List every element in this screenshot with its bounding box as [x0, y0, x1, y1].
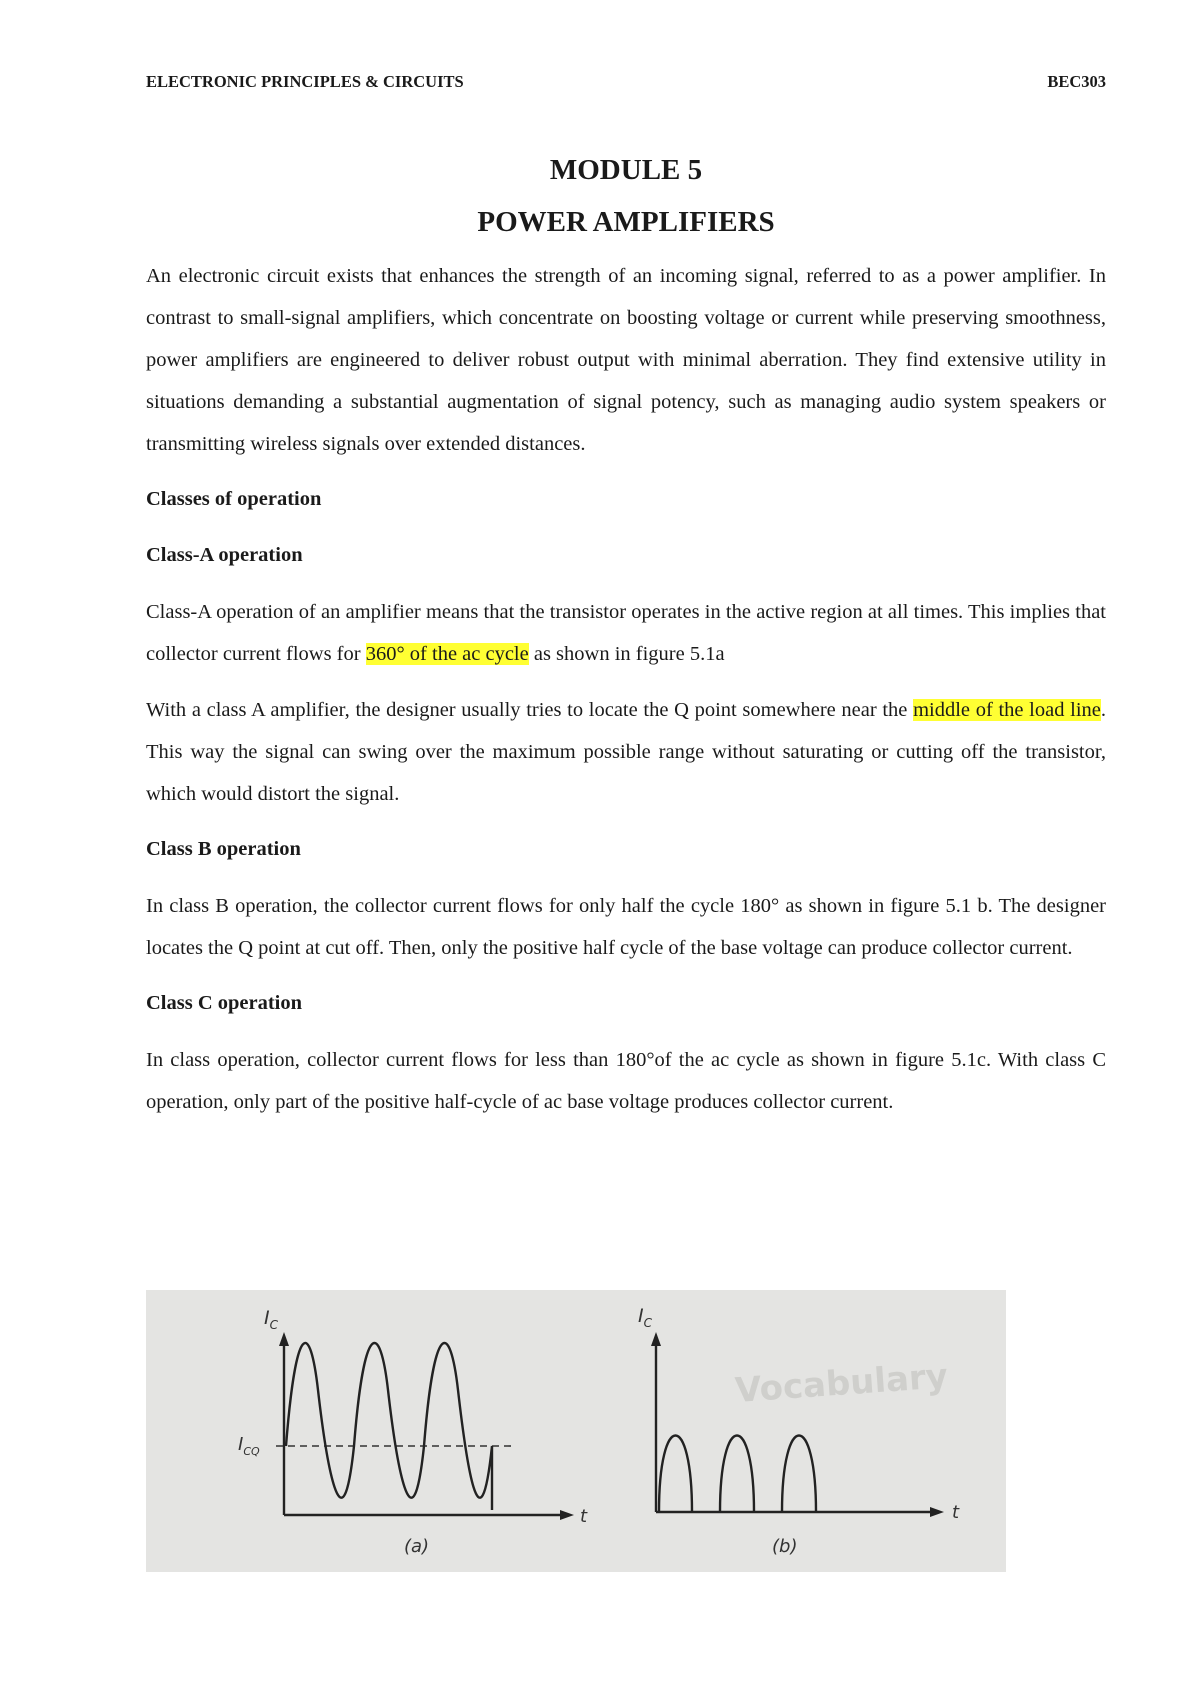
figure-a-x-arrow	[560, 1510, 574, 1520]
figure-b-pulse-3	[782, 1436, 816, 1513]
figure-a-icq-label: $I_{CQ}$	[238, 1434, 260, 1458]
figure-a-x-label: t	[580, 1506, 588, 1527]
figure-b-x-arrow	[930, 1507, 944, 1517]
figure-a	[238, 1307, 588, 1557]
figure-b-y-label: $I_C$	[638, 1305, 652, 1330]
figure-a-caption: (a)	[404, 1536, 430, 1557]
figure-b-y-arrow	[651, 1332, 661, 1346]
intro-paragraph: An electronic circuit exists that enhances the strength of an incoming signal, referred to as a power amplifier. In contrast to small-signal amplifiers, which concentrate on boosting voltage or current while preserving smoothness, power amplifiers are engineered to deliver robust output with minimal aberration. They find extensive utility in situations demanding a substantial augmentation of signal potency, such as managing audio system speakers or transmitting wireless signals over extended distances.	[146, 265, 1106, 455]
main-content	[146, 145, 1106, 1137]
header-course-code: BEC303	[1047, 72, 1106, 91]
figure-5-1-photo	[146, 1290, 1006, 1572]
class-a-heading: Class-A operation	[146, 544, 303, 566]
figure-b-caption: (b)	[772, 1536, 798, 1557]
class-a-highlight-1: 360° of the ac cycle	[365, 643, 529, 665]
class-a-text-2a: With a class A amplifier, the designer usually tries to locate the Q point somewhere near the	[146, 699, 914, 721]
class-b-heading: Class B operation	[146, 838, 301, 860]
class-a-highlight-2: middle of the load line	[913, 699, 1101, 721]
class-a-text-1b: as shown in figure 5.1a	[528, 643, 725, 665]
module-title: MODULE 5	[549, 154, 703, 186]
class-a-text-2b: . This way the signal can swing over the maximum possible range without saturating or cutting off the transistor, which would distort the signal.	[146, 699, 1107, 805]
figure-b-pulse-2	[720, 1436, 754, 1513]
figure-a-y-label: $I_C$	[264, 1307, 278, 1332]
figure-b-x-label: t	[952, 1502, 960, 1523]
class-b-paragraph: In class B operation, the collector current flows for only half the cycle 180° as shown in figure 5.1 b. The designer locates the Q point at cut off. Then, only the positive half cycle of the base voltage can produce collector current.	[146, 895, 1106, 959]
figure-b	[638, 1305, 960, 1557]
class-a-paragraph-2	[146, 689, 1106, 815]
module-subtitle: POWER AMPLIFIERS	[477, 206, 775, 238]
figure-a-y-arrow	[279, 1332, 289, 1346]
figure-a-waveform	[286, 1343, 492, 1510]
running-header	[146, 72, 1106, 96]
figure-bleed-text: Vocabulary	[733, 1356, 950, 1411]
class-a-paragraph-1	[146, 591, 1106, 675]
header-course-title: ELECTRONIC PRINCIPLES & CIRCUITS	[146, 72, 464, 91]
classes-heading: Classes of operation	[146, 488, 322, 510]
figure-5-1-diagram	[146, 1290, 1006, 1572]
class-c-paragraph: In class operation, collector current flows for less than 180°of the ac cycle as shown in figure 5.1c. With class C operation, only part of the positive half-cycle of ac base voltage produces collector current.	[146, 1049, 1106, 1113]
figure-b-pulse-1	[659, 1436, 692, 1513]
class-c-heading: Class C operation	[146, 992, 303, 1014]
class-a-text-1a: Class-A operation of an amplifier means that the transistor operates in the active region at all times. This implies that collector current flows for	[146, 601, 1106, 665]
